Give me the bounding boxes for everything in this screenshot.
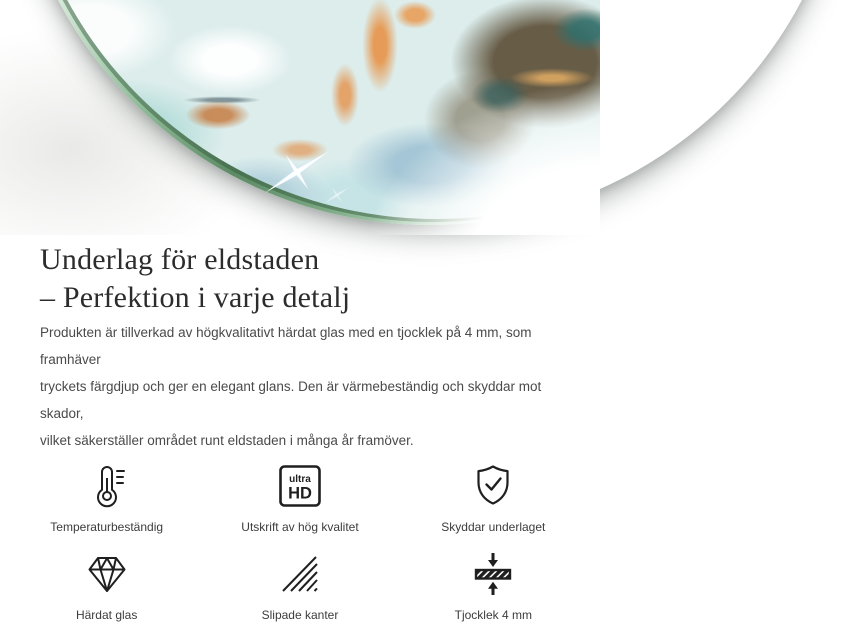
description-line: tryckets färgdjup och ger en elegant glans. Den är värmebeständig och skyddar mot skador, bbox=[40, 379, 542, 421]
feature-tempered-glass bbox=[10, 549, 203, 622]
feature-thickness bbox=[397, 549, 590, 622]
diamond-icon bbox=[84, 549, 130, 599]
page-title-line2: – Perfektion i varje detalj bbox=[40, 281, 351, 314]
product-description bbox=[40, 319, 560, 454]
page-title bbox=[40, 241, 560, 317]
product-hero-image[interactable] bbox=[0, 0, 600, 235]
description-line: Produkten är tillverkad av högkvalitativt härdat glas med en tjocklek på 4 mm, som framhäver bbox=[40, 325, 532, 367]
shield-check-icon bbox=[471, 461, 515, 511]
sparkle-small-icon bbox=[322, 182, 352, 208]
description-section bbox=[0, 241, 600, 454]
feature-temperature bbox=[10, 461, 203, 534]
feature-polished-edges bbox=[203, 549, 396, 622]
page-title-line1: Underlag för eldstaden bbox=[40, 243, 320, 276]
beveled-edges-icon bbox=[278, 549, 322, 599]
thermometer-icon bbox=[85, 461, 129, 511]
feature-label: Tjocklek 4 mm bbox=[454, 608, 532, 622]
feature-label: Temperaturbeständig bbox=[50, 520, 164, 534]
feature-grid bbox=[0, 461, 600, 622]
feature-label: Slipade kanter bbox=[261, 608, 339, 622]
feature-label: Utskrift av hög kvalitet bbox=[241, 520, 359, 534]
description-line: vilket säkerställer området runt eldstaden i många år framöver. bbox=[40, 433, 414, 448]
thickness-icon bbox=[469, 549, 517, 599]
feature-print-quality bbox=[203, 461, 396, 534]
ultra-hd-icon bbox=[277, 461, 323, 511]
ultra-hd-badge-top: ultra bbox=[289, 474, 311, 485]
feature-protects-surface bbox=[397, 461, 590, 534]
ultra-hd-badge-bottom: HD bbox=[288, 484, 312, 503]
feature-label: Härdat glas bbox=[75, 608, 138, 622]
feature-label: Skyddar underlaget bbox=[441, 520, 546, 534]
